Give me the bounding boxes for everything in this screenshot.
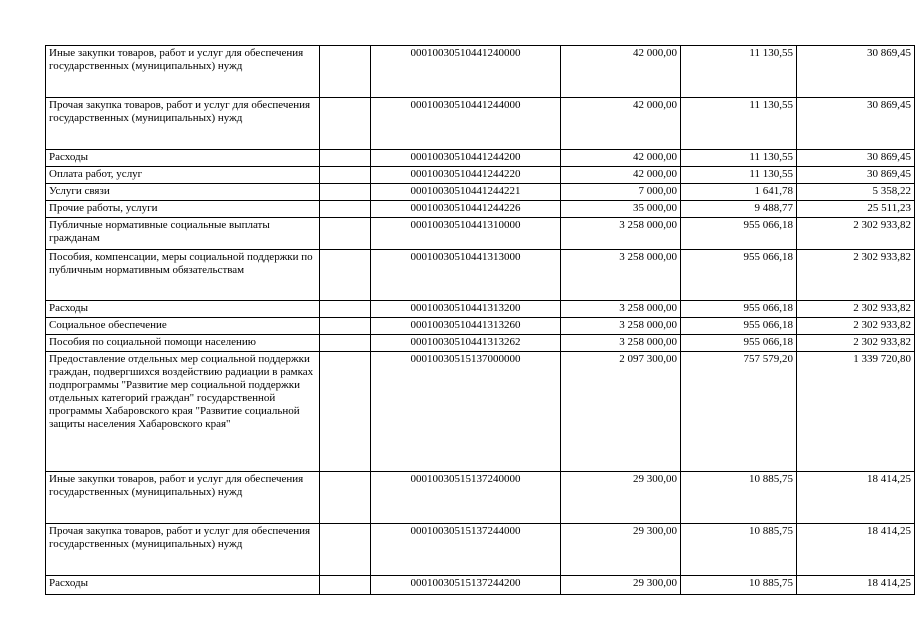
- row-code-cell: 00010030510441244226: [371, 201, 561, 218]
- remaining-amount-cell: 2 302 933,82: [797, 301, 915, 318]
- table-row: [46, 318, 915, 335]
- empty-cell: [320, 218, 371, 250]
- executed-amount-cell: 757 579,20: [681, 352, 797, 472]
- remaining-amount-cell: 18 414,25: [797, 524, 915, 576]
- remaining-amount-cell: 30 869,45: [797, 150, 915, 167]
- executed-amount-cell: 955 066,18: [681, 218, 797, 250]
- empty-cell: [320, 352, 371, 472]
- table-row: [46, 250, 915, 301]
- empty-cell: [320, 318, 371, 335]
- table-body: [46, 46, 915, 595]
- row-code-cell: 00010030510441313200: [371, 301, 561, 318]
- approved-amount-cell: 42 000,00: [561, 46, 681, 98]
- row-code-cell: 00010030510441310000: [371, 218, 561, 250]
- row-code-cell: 00010030510441313260: [371, 318, 561, 335]
- remaining-amount-cell: 18 414,25: [797, 472, 915, 524]
- row-name-cell: Иные закупки товаров, работ и услуг для обеспечения государственных (муниципальных) нужд: [46, 46, 320, 98]
- approved-amount-cell: 35 000,00: [561, 201, 681, 218]
- remaining-amount-cell: 2 302 933,82: [797, 250, 915, 301]
- remaining-amount-cell: 5 358,22: [797, 184, 915, 201]
- remaining-amount-cell: 30 869,45: [797, 167, 915, 184]
- executed-amount-cell: 11 130,55: [681, 98, 797, 150]
- executed-amount-cell: 9 488,77: [681, 201, 797, 218]
- approved-amount-cell: 7 000,00: [561, 184, 681, 201]
- row-name-cell: Предоставление отдельных мер социальной поддержки граждан, подвергшихся воздействию радиации в рамках подпрограммы "Развитие мер социальной поддержки отдельных категорий граждан" государственной программы Хабаровского края "Развитие социальной защиты населения Хабаровского края": [46, 352, 320, 472]
- approved-amount-cell: 3 258 000,00: [561, 318, 681, 335]
- empty-cell: [320, 201, 371, 218]
- row-code-cell: 00010030515137000000: [371, 352, 561, 472]
- table-row: [46, 98, 915, 150]
- remaining-amount-cell: 30 869,45: [797, 46, 915, 98]
- approved-amount-cell: 42 000,00: [561, 150, 681, 167]
- table-row: [46, 184, 915, 201]
- row-name-cell: Расходы: [46, 301, 320, 318]
- empty-cell: [320, 524, 371, 576]
- remaining-amount-cell: 2 302 933,82: [797, 218, 915, 250]
- approved-amount-cell: 29 300,00: [561, 472, 681, 524]
- budget-execution-table: [45, 45, 915, 595]
- approved-amount-cell: 2 097 300,00: [561, 352, 681, 472]
- row-name-cell: Публичные нормативные социальные выплаты гражданам: [46, 218, 320, 250]
- executed-amount-cell: 11 130,55: [681, 46, 797, 98]
- executed-amount-cell: 10 885,75: [681, 524, 797, 576]
- row-name-cell: Пособия, компенсации, меры социальной поддержки по публичным нормативным обязательствам: [46, 250, 320, 301]
- executed-amount-cell: 955 066,18: [681, 301, 797, 318]
- empty-cell: [320, 335, 371, 352]
- approved-amount-cell: 29 300,00: [561, 524, 681, 576]
- row-name-cell: Расходы: [46, 150, 320, 167]
- executed-amount-cell: 955 066,18: [681, 318, 797, 335]
- approved-amount-cell: 3 258 000,00: [561, 301, 681, 318]
- executed-amount-cell: 1 641,78: [681, 184, 797, 201]
- row-name-cell: Оплата работ, услуг: [46, 167, 320, 184]
- table-row: [46, 46, 915, 98]
- row-code-cell: 00010030515137240000: [371, 472, 561, 524]
- table-row: [46, 167, 915, 184]
- table-row: [46, 576, 915, 595]
- row-name-cell: Прочая закупка товаров, работ и услуг для обеспечения государственных (муниципальных) нужд: [46, 524, 320, 576]
- executed-amount-cell: 955 066,18: [681, 250, 797, 301]
- row-name-cell: Иные закупки товаров, работ и услуг для обеспечения государственных (муниципальных) нужд: [46, 472, 320, 524]
- remaining-amount-cell: 2 302 933,82: [797, 335, 915, 352]
- executed-amount-cell: 10 885,75: [681, 576, 797, 595]
- empty-cell: [320, 184, 371, 201]
- row-name-cell: Пособия по социальной помощи населению: [46, 335, 320, 352]
- row-code-cell: 00010030510441240000: [371, 46, 561, 98]
- table-row: [46, 472, 915, 524]
- row-name-cell: Прочие работы, услуги: [46, 201, 320, 218]
- empty-cell: [320, 150, 371, 167]
- row-code-cell: 00010030510441313262: [371, 335, 561, 352]
- table-row: [46, 218, 915, 250]
- approved-amount-cell: 42 000,00: [561, 167, 681, 184]
- table-row: [46, 352, 915, 472]
- row-code-cell: 00010030510441244221: [371, 184, 561, 201]
- table-row: [46, 524, 915, 576]
- row-code-cell: 00010030510441244000: [371, 98, 561, 150]
- approved-amount-cell: 3 258 000,00: [561, 335, 681, 352]
- row-code-cell: 00010030510441244200: [371, 150, 561, 167]
- table-row: [46, 150, 915, 167]
- row-name-cell: Прочая закупка товаров, работ и услуг для обеспечения государственных (муниципальных) нужд: [46, 98, 320, 150]
- table-row: [46, 301, 915, 318]
- approved-amount-cell: 3 258 000,00: [561, 218, 681, 250]
- empty-cell: [320, 98, 371, 150]
- executed-amount-cell: 955 066,18: [681, 335, 797, 352]
- table-row: [46, 201, 915, 218]
- approved-amount-cell: 42 000,00: [561, 98, 681, 150]
- executed-amount-cell: 11 130,55: [681, 150, 797, 167]
- remaining-amount-cell: 2 302 933,82: [797, 318, 915, 335]
- empty-cell: [320, 576, 371, 595]
- row-code-cell: 00010030510441244220: [371, 167, 561, 184]
- executed-amount-cell: 11 130,55: [681, 167, 797, 184]
- empty-cell: [320, 46, 371, 98]
- empty-cell: [320, 472, 371, 524]
- executed-amount-cell: 10 885,75: [681, 472, 797, 524]
- row-code-cell: 00010030515137244000: [371, 524, 561, 576]
- row-code-cell: 00010030510441313000: [371, 250, 561, 301]
- approved-amount-cell: 3 258 000,00: [561, 250, 681, 301]
- remaining-amount-cell: 25 511,23: [797, 201, 915, 218]
- remaining-amount-cell: 30 869,45: [797, 98, 915, 150]
- empty-cell: [320, 301, 371, 318]
- remaining-amount-cell: 18 414,25: [797, 576, 915, 595]
- row-name-cell: Услуги связи: [46, 184, 320, 201]
- approved-amount-cell: 29 300,00: [561, 576, 681, 595]
- remaining-amount-cell: 1 339 720,80: [797, 352, 915, 472]
- row-name-cell: Расходы: [46, 576, 320, 595]
- row-name-cell: Социальное обеспечение: [46, 318, 320, 335]
- row-code-cell: 00010030515137244200: [371, 576, 561, 595]
- empty-cell: [320, 250, 371, 301]
- empty-cell: [320, 167, 371, 184]
- table-row: [46, 335, 915, 352]
